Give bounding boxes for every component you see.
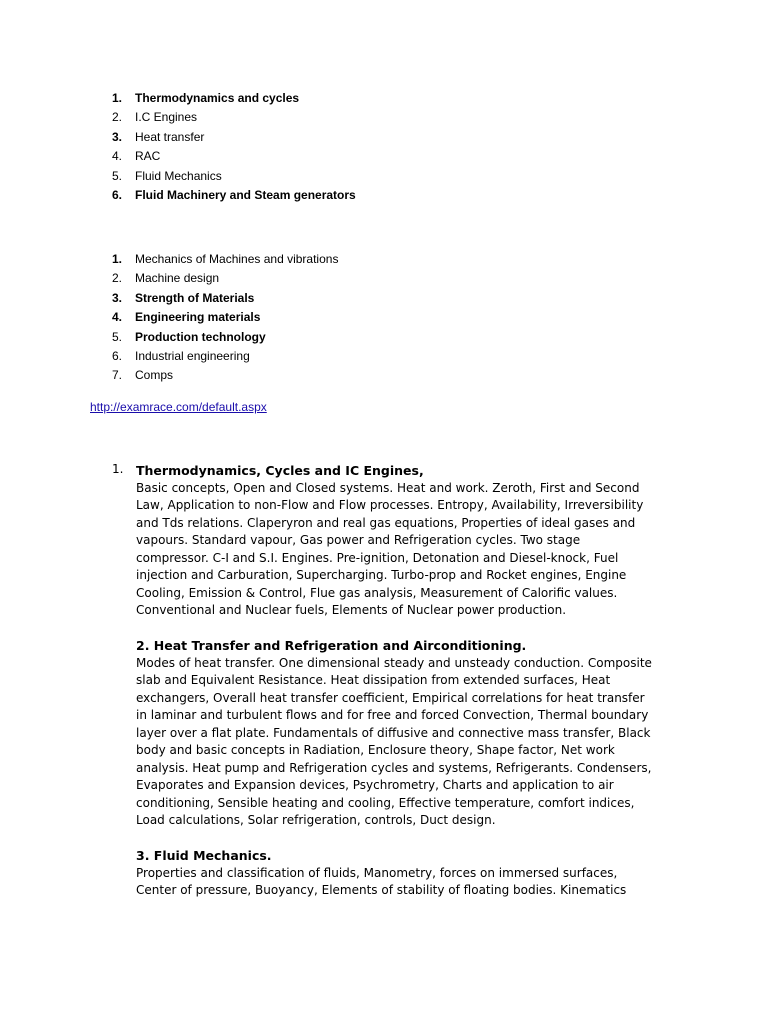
list-item: 5. Production technology — [112, 329, 266, 344]
section-fluid-mechanics — [136, 847, 696, 900]
list-item: 5. Fluid Mechanics — [112, 168, 222, 183]
section-heading: 2. Heat Transfer and Refrigeration and Airconditioning. — [136, 638, 527, 653]
subject-list-1 — [112, 89, 356, 205]
list-item: 6. Fluid Machinery and Steam generators — [112, 188, 356, 203]
section-body: Modes of heat transfer. One dimensional steady and unsteady conduction. Composite slab and Equivalent Resistance. Heat dissipation from extended surfaces, Heat exchangers, Overall heat transfer coefficient, Empirical correlations for heat transfer in laminar and turbulent flows and for free and forced Convection, Thermal boundary layer over a flat plate. Fundamentals of diffusive and connective mass transfer, Black body and basic concepts in Radiation, Enclosure theory, Shape factor, Net work analysis. Heat pump and Refrigeration cycles and systems, Refrigerants. Condensers, Evaporates and Expansion devices, Psychrometry, Charts and application to air conditioning, Sensible heating and cooling, Effective temperature, comfort indices, Load calculations, Solar refrigeration, controls, Duct design. — [136, 655, 652, 827]
section-body: Basic concepts, Open and Closed systems. Heat and work. Zeroth, First and Second Law, Application to non-Flow and Flow processes. Entropy, Availability, Irreversibility and Tds relations. Claperyron and real gas equations, Properties of ideal gases and vapours. Standard vapour, Gas power and Refrigeration cycles. Two stage compressor. C-I and S.I. Engines. Pre-ignition, Detonation and Diesel-knock, Fuel injection and Carburation, Supercharging. Turbo-prop and Rocket engines, Engine Cooling, Emission & Control, Flue gas analysis, Measurement of Calorific values. Conventional and Nuclear fuels, Elements of Nuclear power production. — [136, 480, 644, 617]
list-item: 1. Thermodynamics and cycles — [112, 91, 300, 105]
section-body: Properties and classification of fluids, Manometry, forces on immersed surfaces, Center of pressure, Buoyancy, Elements of stability of floating bodies. Kinematics — [136, 865, 627, 897]
list-item: 2. Machine design — [112, 271, 220, 286]
list-item: 3. Strength of Materials — [112, 290, 255, 305]
section-heat-transfer — [136, 637, 696, 830]
section-heading: Thermodynamics, Cycles and IC Engines, — [136, 463, 424, 478]
list-item: 4. Engineering materials — [112, 310, 261, 325]
list-item: 2. I.C Engines — [112, 110, 198, 125]
list-item: 4. RAC — [112, 149, 161, 164]
list-item: 6. Industrial engineering — [112, 349, 250, 364]
list-item: 3. Heat transfer — [112, 129, 205, 144]
section-number: 1. — [112, 462, 124, 476]
list-item: 1. Mechanics of Machines and vibrations — [112, 252, 339, 266]
section-heading: 3. Fluid Mechanics. — [136, 848, 272, 863]
section-thermodynamics — [136, 462, 696, 620]
list-item: 7. Comps — [112, 368, 174, 383]
subject-list-2 — [112, 250, 338, 386]
examrace-link[interactable]: http://examrace.com/default.aspx — [90, 400, 267, 414]
